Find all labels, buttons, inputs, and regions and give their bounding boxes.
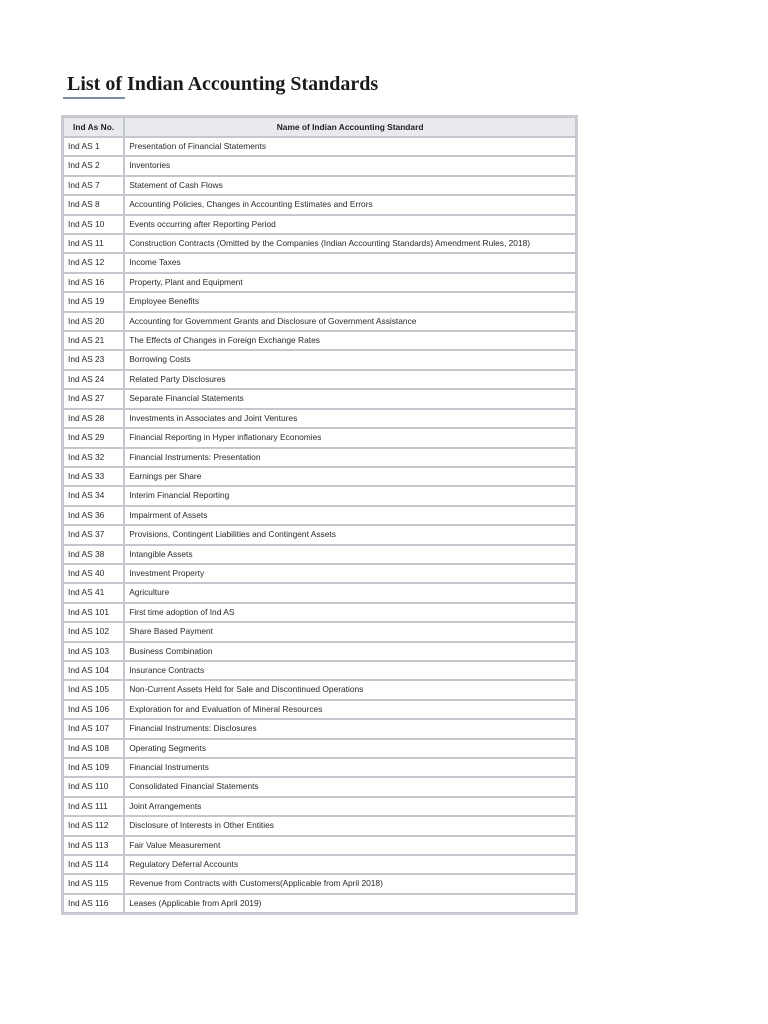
- table-row: [63, 137, 576, 156]
- standard-name: Financial Instruments: Disclosures: [124, 719, 576, 738]
- table-row: [63, 874, 576, 893]
- standard-name: Provisions, Contingent Liabilities and Contingent Assets: [124, 525, 576, 544]
- standard-number: Ind AS 24: [63, 370, 124, 389]
- standard-name: Accounting for Government Grants and Disclosure of Government Assistance: [124, 312, 576, 331]
- standard-number: Ind AS 41: [63, 583, 124, 602]
- table-row: [63, 797, 576, 816]
- header-standard-name: Name of Indian Accounting Standard: [124, 117, 576, 137]
- standard-name: Share Based Payment: [124, 622, 576, 641]
- table-body: [63, 137, 576, 913]
- standard-name: Investments in Associates and Joint Ventures: [124, 409, 576, 428]
- table-row: [63, 564, 576, 583]
- standard-name: Statement of Cash Flows: [124, 176, 576, 195]
- table-row: [63, 894, 576, 913]
- standard-number: Ind AS 112: [63, 816, 124, 835]
- table-row: [63, 331, 576, 350]
- standard-name: Business Combination: [124, 642, 576, 661]
- standard-number: Ind AS 21: [63, 331, 124, 350]
- standard-name: Agriculture: [124, 583, 576, 602]
- standard-number: Ind AS 29: [63, 428, 124, 447]
- standard-name: Insurance Contracts: [124, 661, 576, 680]
- standard-name: Events occurring after Reporting Period: [124, 215, 576, 234]
- table-row: [63, 680, 576, 699]
- standard-name: Exploration for and Evaluation of Mineral Resources: [124, 700, 576, 719]
- table-row: [63, 700, 576, 719]
- standard-name: The Effects of Changes in Foreign Exchange Rates: [124, 331, 576, 350]
- standard-name: Regulatory Deferral Accounts: [124, 855, 576, 874]
- title-underline: [63, 97, 125, 99]
- standard-name: Separate Financial Statements: [124, 389, 576, 408]
- table-row: [63, 816, 576, 835]
- header-ind-as-no: Ind As No.: [63, 117, 124, 137]
- standard-number: Ind AS 106: [63, 700, 124, 719]
- standard-number: Ind AS 104: [63, 661, 124, 680]
- standard-number: Ind AS 32: [63, 448, 124, 467]
- table-row: [63, 253, 576, 272]
- standard-number: Ind AS 23: [63, 350, 124, 369]
- standard-name: Property, Plant and Equipment: [124, 273, 576, 292]
- standard-name: Non-Current Assets Held for Sale and Discontinued Operations: [124, 680, 576, 699]
- table-row: [63, 836, 576, 855]
- standard-number: Ind AS 37: [63, 525, 124, 544]
- standard-name: First time adoption of Ind AS: [124, 603, 576, 622]
- table-row: [63, 370, 576, 389]
- table-row: [63, 350, 576, 369]
- table-row: [63, 195, 576, 214]
- standard-name: Financial Instruments: [124, 758, 576, 777]
- standard-number: Ind AS 2: [63, 156, 124, 175]
- standard-number: Ind AS 10: [63, 215, 124, 234]
- table-row: [63, 506, 576, 525]
- standard-name: Earnings per Share: [124, 467, 576, 486]
- standard-name: Fair Value Measurement: [124, 836, 576, 855]
- standard-name: Leases (Applicable from April 2019): [124, 894, 576, 913]
- table-row: [63, 777, 576, 796]
- table-row: [63, 156, 576, 175]
- table-row: [63, 389, 576, 408]
- standard-number: Ind AS 28: [63, 409, 124, 428]
- standard-name: Joint Arrangements: [124, 797, 576, 816]
- standard-number: Ind AS 101: [63, 603, 124, 622]
- standard-number: Ind AS 109: [63, 758, 124, 777]
- table-row: [63, 409, 576, 428]
- standard-number: Ind AS 36: [63, 506, 124, 525]
- standard-name: Income Taxes: [124, 253, 576, 272]
- table-row: [63, 428, 576, 447]
- table-row: [63, 215, 576, 234]
- standard-number: Ind AS 11: [63, 234, 124, 253]
- table-row: [63, 603, 576, 622]
- standard-number: Ind AS 110: [63, 777, 124, 796]
- standard-name: Investment Property: [124, 564, 576, 583]
- standard-name: Disclosure of Interests in Other Entities: [124, 816, 576, 835]
- standard-number: Ind AS 113: [63, 836, 124, 855]
- table-row: [63, 234, 576, 253]
- page-title: List of Indian Accounting Standards: [67, 73, 379, 95]
- standard-name: Impairment of Assets: [124, 506, 576, 525]
- table-row: [63, 758, 576, 777]
- table-row: [63, 312, 576, 331]
- standard-number: Ind AS 115: [63, 874, 124, 893]
- standard-name: Construction Contracts (Omitted by the Companies (Indian Accounting Standards) Amendment Rules, 2018): [124, 234, 576, 253]
- standard-name: Financial Instruments: Presentation: [124, 448, 576, 467]
- table-row: [63, 273, 576, 292]
- table-row: [63, 486, 576, 505]
- standard-number: Ind AS 33: [63, 467, 124, 486]
- table-row: [63, 292, 576, 311]
- standard-number: Ind AS 1: [63, 137, 124, 156]
- header-row: [63, 117, 576, 137]
- table-row: [63, 525, 576, 544]
- standard-number: Ind AS 102: [63, 622, 124, 641]
- standard-name: Presentation of Financial Statements: [124, 137, 576, 156]
- table-row: [63, 642, 576, 661]
- standard-name: Consolidated Financial Statements: [124, 777, 576, 796]
- standard-name: Accounting Policies, Changes in Accounting Estimates and Errors: [124, 195, 576, 214]
- standard-name: Financial Reporting in Hyper inflationary Economies: [124, 428, 576, 447]
- table-row: [63, 583, 576, 602]
- standard-number: Ind AS 105: [63, 680, 124, 699]
- standard-name: Intangible Assets: [124, 545, 576, 564]
- standard-number: Ind AS 12: [63, 253, 124, 272]
- standard-number: Ind AS 7: [63, 176, 124, 195]
- standards-table: [61, 115, 578, 915]
- standard-number: Ind AS 16: [63, 273, 124, 292]
- standard-name: Borrowing Costs: [124, 350, 576, 369]
- table-row: [63, 855, 576, 874]
- standard-name: Interim Financial Reporting: [124, 486, 576, 505]
- standard-number: Ind AS 19: [63, 292, 124, 311]
- standard-number: Ind AS 8: [63, 195, 124, 214]
- standard-name: Revenue from Contracts with Customers(Applicable from April 2018): [124, 874, 576, 893]
- standard-number: Ind AS 111: [63, 797, 124, 816]
- standard-number: Ind AS 38: [63, 545, 124, 564]
- table-row: [63, 545, 576, 564]
- standard-name: Related Party Disclosures: [124, 370, 576, 389]
- standard-number: Ind AS 107: [63, 719, 124, 738]
- table-row: [63, 448, 576, 467]
- standard-number: Ind AS 103: [63, 642, 124, 661]
- table-header: [63, 117, 576, 137]
- table-row: [63, 622, 576, 641]
- standard-name: Inventories: [124, 156, 576, 175]
- standard-number: Ind AS 40: [63, 564, 124, 583]
- table-row: [63, 739, 576, 758]
- table-row: [63, 176, 576, 195]
- table-row: [63, 719, 576, 738]
- standard-number: Ind AS 108: [63, 739, 124, 758]
- standard-number: Ind AS 34: [63, 486, 124, 505]
- standard-number: Ind AS 20: [63, 312, 124, 331]
- standard-number: Ind AS 116: [63, 894, 124, 913]
- standard-number: Ind AS 27: [63, 389, 124, 408]
- table-row: [63, 467, 576, 486]
- standard-number: Ind AS 114: [63, 855, 124, 874]
- standard-name: Employee Benefits: [124, 292, 576, 311]
- standard-name: Operating Segments: [124, 739, 576, 758]
- table-row: [63, 661, 576, 680]
